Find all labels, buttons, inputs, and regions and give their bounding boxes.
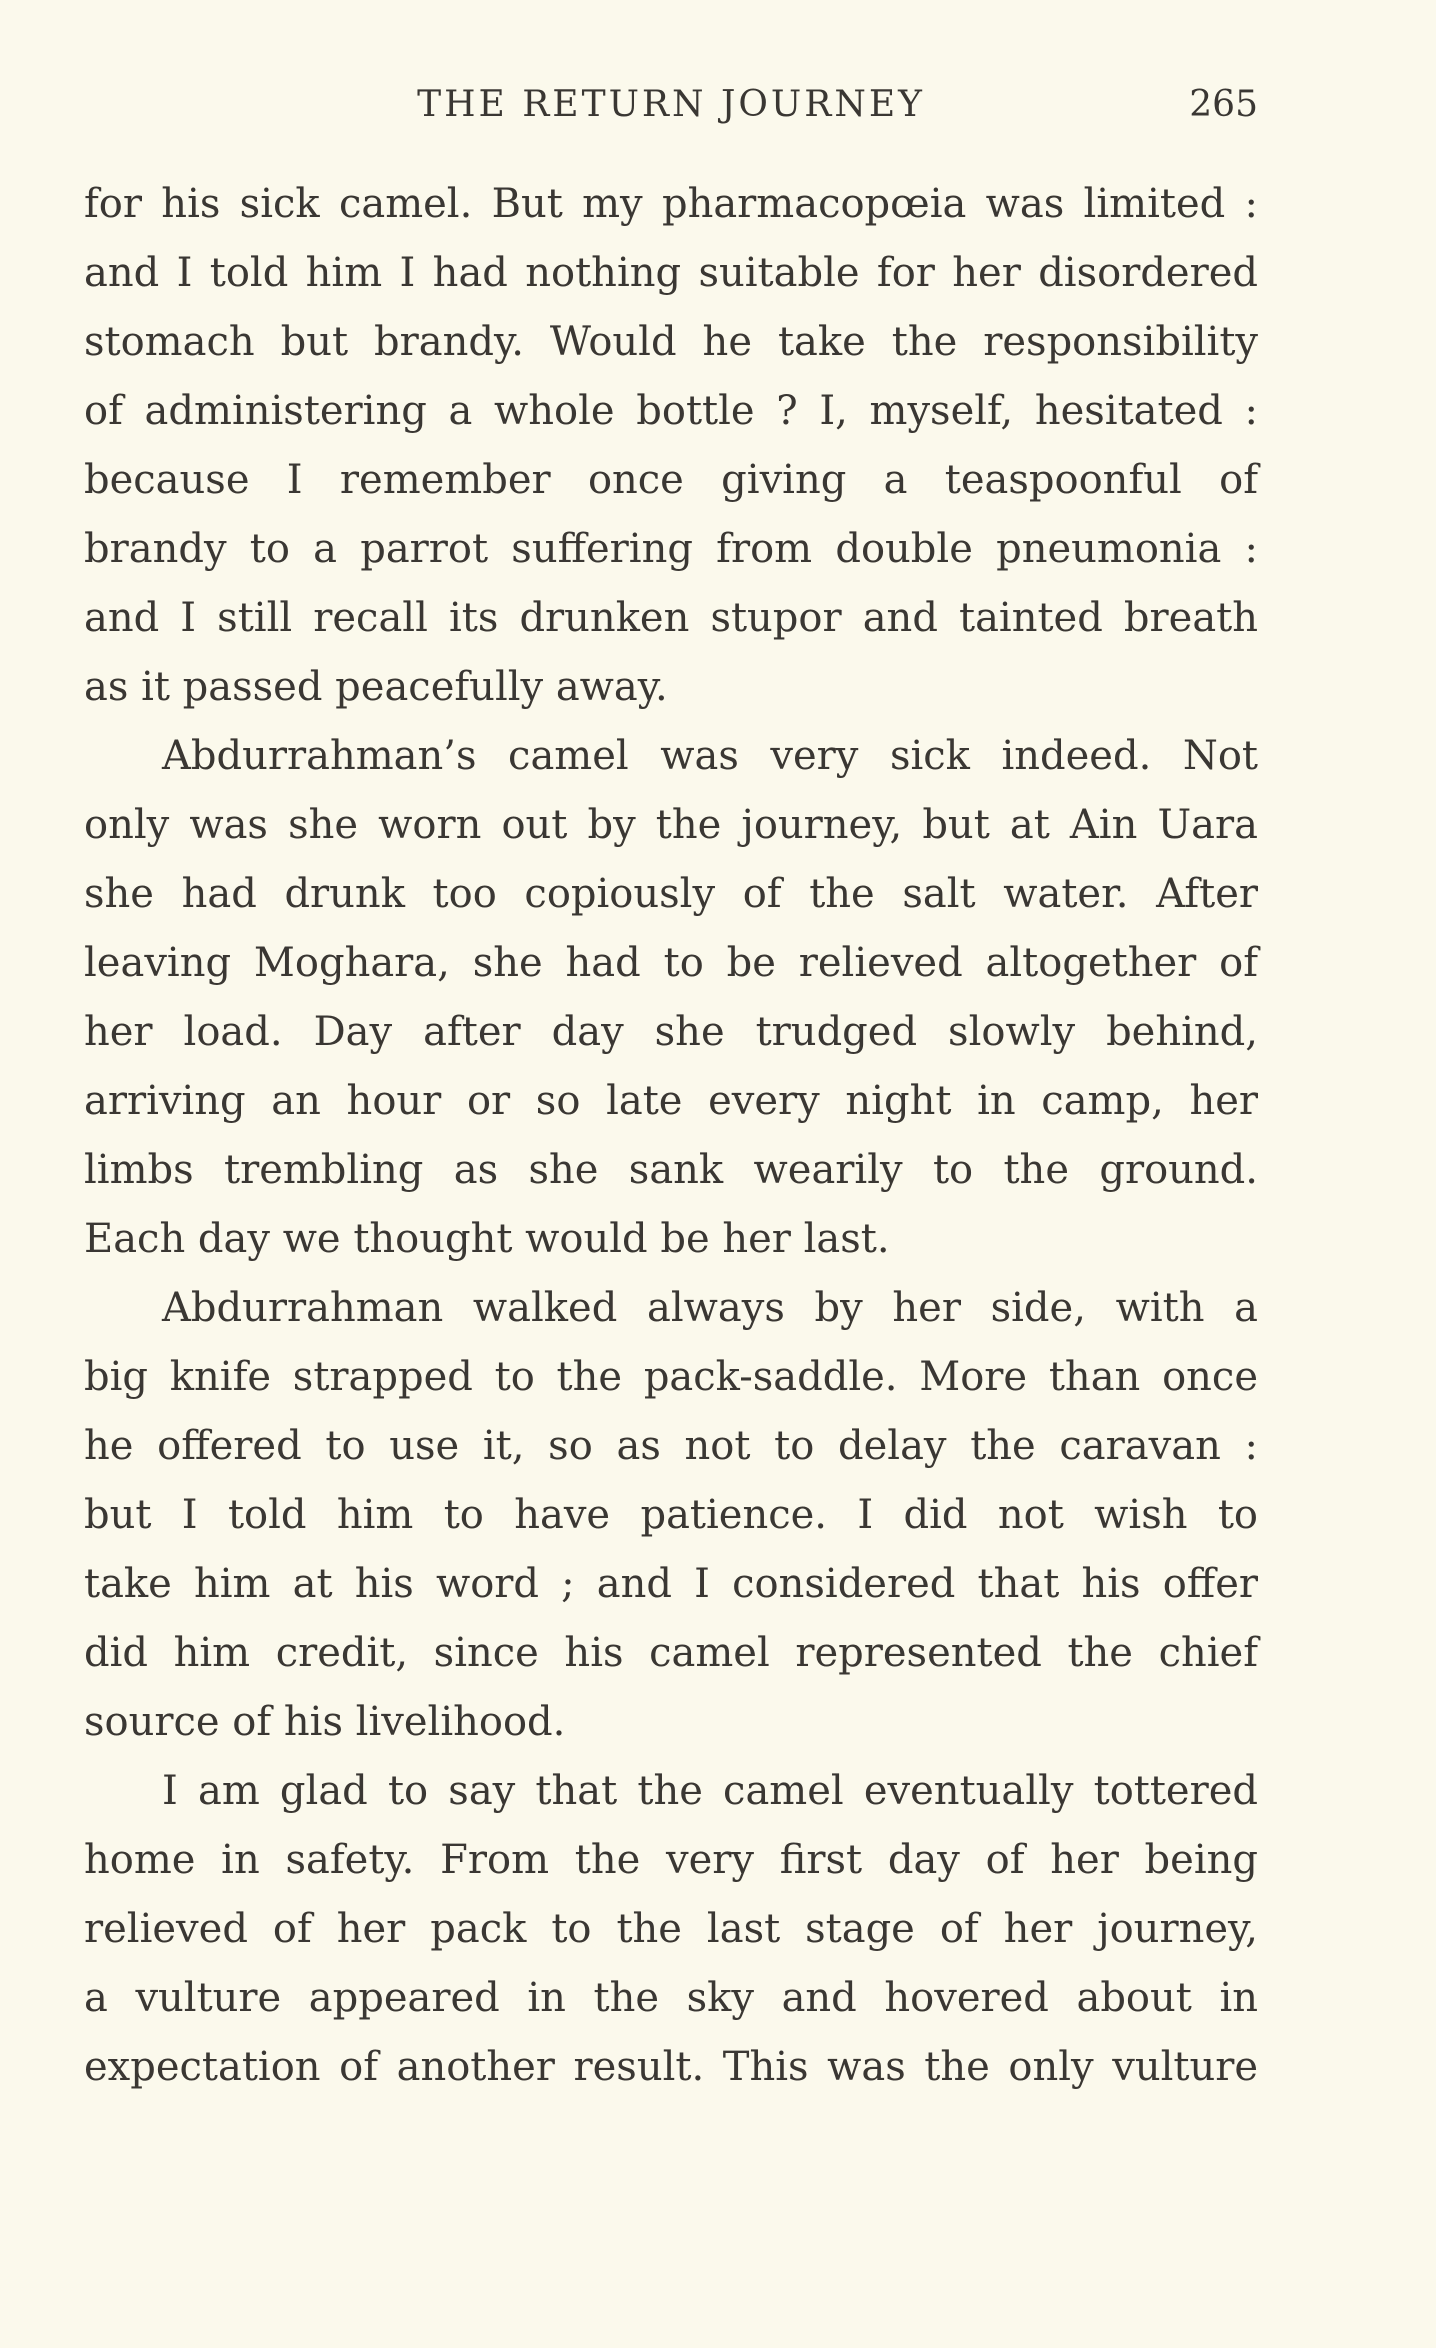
text-line: relieved of her pack to the last stage of her journey, — [84, 1906, 1258, 1952]
text-line: leaving Moghara, she had to be relieved altogether of — [84, 940, 1258, 986]
running-head — [84, 80, 1258, 130]
text-line: did him credit, since his camel represented the chief — [84, 1630, 1258, 1676]
text-line: Abdurrahman’s camel was very sick indeed. Not — [162, 733, 1258, 779]
text-line: source of his livelihood. — [84, 1699, 566, 1745]
body-text — [84, 170, 1258, 2102]
text-line: but I told him to have patience. I did not wish to — [84, 1492, 1258, 1538]
text-line: Each day we thought would be her last. — [84, 1216, 890, 1262]
text-line: as it passed peacefully away. — [84, 664, 668, 710]
text-line: home in safety. From the very first day of her being — [84, 1837, 1258, 1883]
text-line: stomach but brandy. Would he take the responsibility — [84, 319, 1258, 365]
text-line: for his sick camel. But my pharmacopœia was limited : — [84, 181, 1258, 227]
text-line: only was she worn out by the journey, but at Ain Uara — [84, 802, 1258, 848]
text-line: and I told him I had nothing suitable for her disordered — [84, 250, 1258, 296]
text-line: I am glad to say that the camel eventually tottered — [162, 1768, 1258, 1814]
page-number: 265 — [1189, 84, 1258, 125]
text-line: because I remember once giving a teaspoonful of — [84, 457, 1258, 503]
text-line: take him at his word ; and I considered that his offer — [84, 1561, 1258, 1607]
text-line: arriving an hour or so late every night in camp, her — [84, 1078, 1258, 1124]
text-line: of administering a whole bottle ? I, myself, hesitated : — [84, 388, 1258, 434]
running-title: THE RETURN JOURNEY — [417, 84, 925, 125]
paragraph-2 — [84, 722, 1258, 1274]
text-line: a vulture appeared in the sky and hovered about in — [84, 1975, 1258, 2021]
paragraph-1 — [84, 170, 1258, 722]
text-line: big knife strapped to the pack-saddle. More than once — [84, 1354, 1258, 1400]
text-line: he offered to use it, so as not to delay the caravan : — [84, 1423, 1258, 1469]
text-line: and I still recall its drunken stupor and tainted breath — [84, 595, 1258, 641]
text-line: her load. Day after day she trudged slowly behind, — [84, 1009, 1258, 1055]
text-line: expectation of another result. This was the only vulture — [84, 2044, 1258, 2090]
text-line: brandy to a parrot suffering from double pneumonia : — [84, 526, 1258, 572]
text-line: she had drunk too copiously of the salt water. After — [84, 871, 1258, 917]
paragraph-3 — [84, 1274, 1258, 1757]
text-line: Abdurrahman walked always by her side, with a — [162, 1285, 1258, 1331]
paragraph-4 — [84, 1757, 1258, 2102]
text-line: limbs trembling as she sank wearily to the ground. — [84, 1147, 1258, 1193]
